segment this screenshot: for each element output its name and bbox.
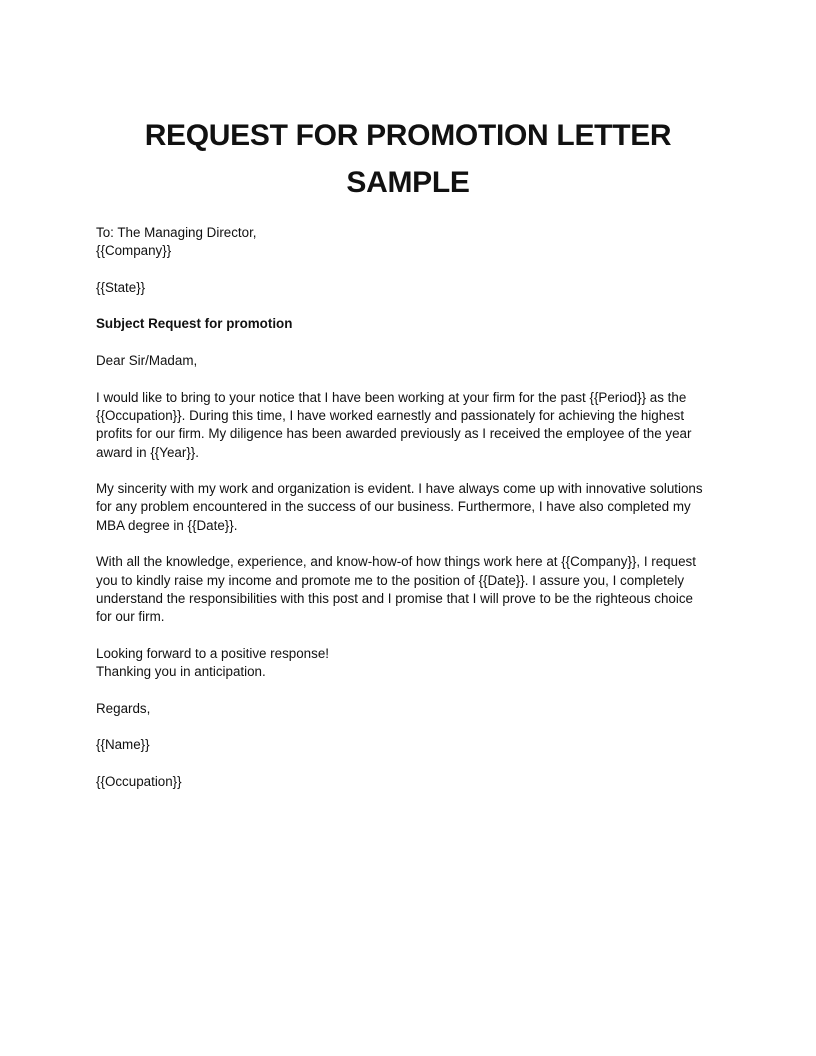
title-line-2: SAMPLE <box>346 166 470 199</box>
closing-line-2: Thanking you in anticipation. <box>96 664 266 680</box>
paragraph-line: for our firm. <box>96 609 165 625</box>
closing <box>96 645 720 682</box>
closing-line-1: Looking forward to a positive response! <box>96 645 329 661</box>
paragraph-line: understand the responsibilities with this post and I promise that I will prove to be the righteous choice <box>96 590 693 606</box>
paragraph-1 <box>96 389 720 462</box>
paragraph-line: {{Occupation}}. During this time, I have worked earnestly and passionately for achieving the highest <box>96 407 685 423</box>
signature-occupation: {{Occupation}} <box>96 773 182 789</box>
state-line: {{State}} <box>96 279 146 295</box>
signature-name: {{Name}} <box>96 737 150 753</box>
paragraph-line: MBA degree in {{Date}}. <box>96 517 238 533</box>
paragraph-line: With all the knowledge, experience, and know-how-of how things work here at {{Company}}, I request <box>96 554 696 570</box>
paragraph-line: award in {{Year}}. <box>96 444 199 460</box>
regards: Regards, <box>96 700 151 716</box>
paragraph-2 <box>96 480 720 535</box>
paragraph-line: profits for our firm. My diligence has been awarded previously as I received the employee of the year <box>96 426 692 442</box>
recipient-address <box>96 224 720 297</box>
company-line: {{Company}} <box>96 243 172 259</box>
page-title <box>96 112 720 206</box>
letter-body <box>96 224 720 791</box>
paragraph-line: I would like to bring to your notice that I have been working at your firm for the past {{Period}} as the <box>96 389 687 405</box>
title-line-1: REQUEST FOR PROMOTION LETTER <box>144 119 672 152</box>
paragraph-line: My sincerity with my work and organization is evident. I have always come up with innovative solutions <box>96 481 703 497</box>
paragraph-line: for any problem encountered in the success of our business. Furthermore, I have also completed my <box>96 499 691 515</box>
subject-line: Subject Request for promotion <box>96 316 293 332</box>
paragraph-line: you to kindly raise my income and promote me to the position of {{Date}}. I assure you, I completely <box>96 572 685 588</box>
paragraph-3 <box>96 553 720 626</box>
recipient-line: To: The Managing Director, <box>96 225 257 240</box>
salutation: Dear Sir/Madam, <box>96 353 198 369</box>
